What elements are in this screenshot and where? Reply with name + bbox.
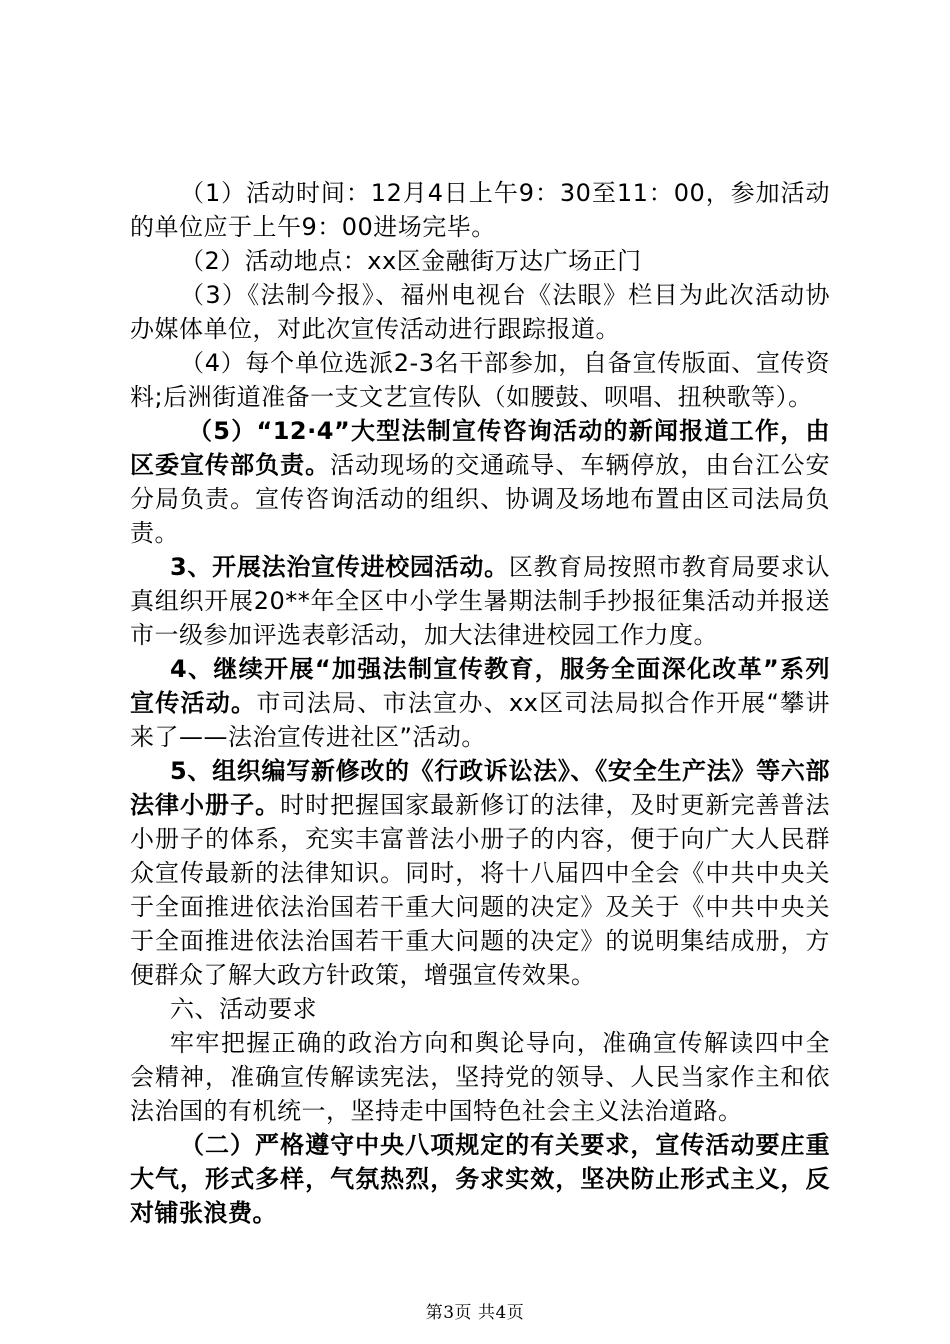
paragraph-text: 区教育局按照市教育局要求认真组织开展20**年全区中小学生暑期法制手抄报征集活动并报送市一级参加评选表彰活动，加大法律进校园工作力度。 [130,553,831,649]
paragraph-lead: （二）严格遵守中央八项规定的有关要求，宣传活动要庄重大气，形式多样，气氛热烈，务求实效，坚决防止形式主义，反对铺张浪费。 [130,1131,830,1227]
paragraph-text: （3）《法制今报》、福州电视台《法眼》栏目为此次活动协办媒体单位，对此次宣传活动进行跟踪报道。 [130,281,830,343]
paragraph-eight-rules [130,1128,830,1230]
paragraph-text: 时时把握国家最新修订的法律，及时更新完善普法小册子的体系，充实丰富普法小册子的内容，便于向广大人民群众宣传最新的法律知识。同时，将十八届四中全会《中共中央关于全面推进依法治国若干重大问题的决定》及关于《中共中央关于全面推进依法治国若干重大问题的决定》的说明集结成册，方便群众了解大政方针政策，增强宣传效果。 [130,791,831,989]
paragraph-series-activity [130,652,830,754]
section-heading-text: 六、活动要求 [170,995,317,1023]
paragraph-unit-participation [130,346,830,414]
paragraph-lead: 3、开展法治宣传进校园活动。 [170,553,509,581]
paragraph-lead: 4、继续开展“加强法制宣传教育，服务全面深化改革”系列宣传活动。 [130,655,830,717]
paragraph-text: （1）活动时间：12月4日上午9：30至11：00，参加活动的单位应于上午9：00进场完毕。 [130,179,830,241]
paragraph-text: 牢牢把握正确的政治方向和舆论导向，准确宣传解读四中全会精神，准确宣传解读宪法，坚持党的领导、人民当家作主和依法治国的有机统一，坚持走中国特色社会主义法治道路。 [130,1029,830,1125]
paragraph-political-direction [130,1026,830,1128]
paragraph-lead: （5）“12·4”大型法制宣传咨询活动的新闻报道工作，由区委宣传部负责。 [130,417,830,479]
paragraph-media-partners [130,278,830,346]
paragraph-campus-activity [130,550,830,652]
paragraph-activity-time [130,176,830,244]
section-heading-requirements [130,992,830,1026]
paragraph-news-reporting [130,414,830,550]
paragraph-activity-location [130,244,830,278]
paragraph-text: 活动现场的交通疏导、车辆停放，由台江公安分局负责。宣传咨询活动的组织、协调及场地布置由区司法局负责。 [130,451,831,547]
page-footer: 第3页 共4页 [425,1303,525,1323]
paragraph-text: （4）每个单位选派2-3名干部参加，自备宣传版面、宣传资料;后洲街道准备一支文艺宣传队（如腰鼓、呗唱、扭秧歌等）。 [130,349,830,411]
paragraph-law-booklets [130,754,830,992]
paragraph-text: （2）活动地点：xx区金融街万达广场正门 [180,247,642,275]
paragraph-text: 市司法局、市法宣办、xx区司法局拟合作开展“攀讲来了——法治宣传进社区”活动。 [130,689,830,751]
paragraph-lead: 5、组织编写新修改的《行政诉讼法》、《安全生产法》等六部法律小册子。 [130,757,830,819]
document-body [130,176,830,1230]
